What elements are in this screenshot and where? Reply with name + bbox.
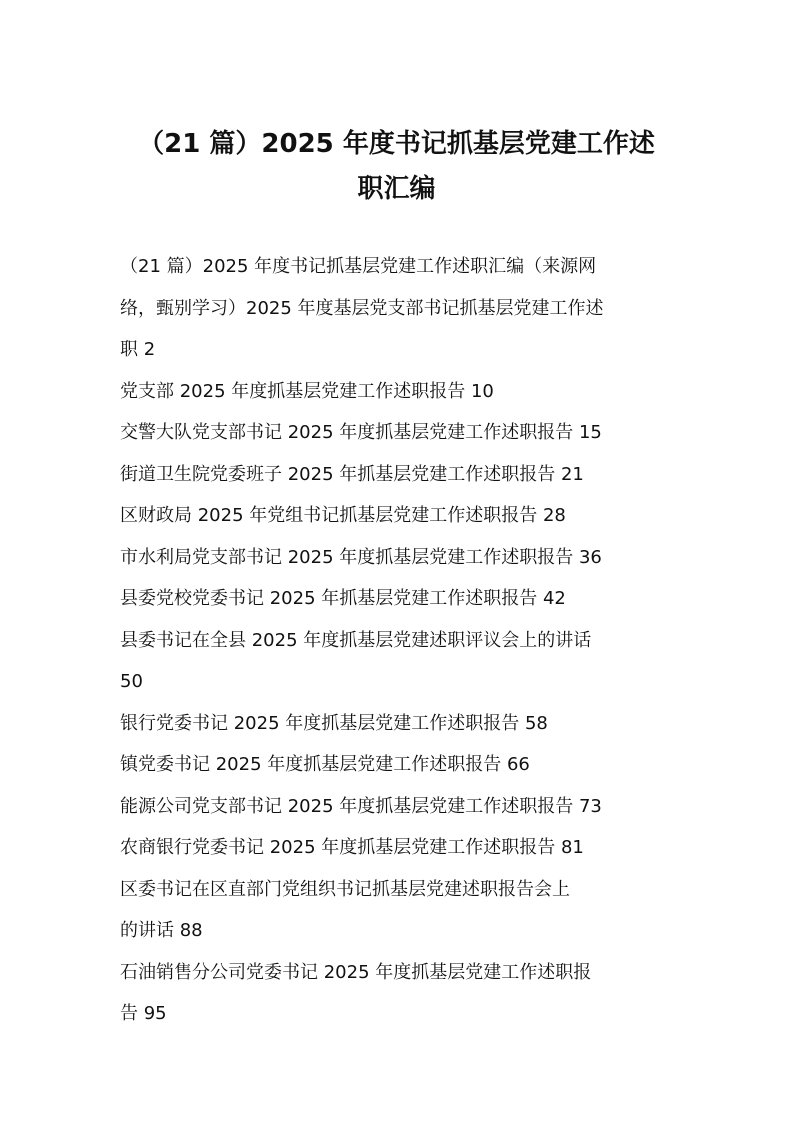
toc-entry[interactable] bbox=[120, 454, 676, 496]
toc-entry[interactable] bbox=[120, 495, 676, 537]
toc-entry-line: 银行党委书记 2025 年度抓基层党建工作述职报告 58 bbox=[120, 712, 548, 734]
document-title bbox=[100, 122, 693, 212]
toc-entry[interactable] bbox=[120, 412, 676, 454]
toc-entry-line: （21 篇）2025 年度书记抓基层党建工作述职汇编（来源网 bbox=[120, 256, 597, 277]
toc-entry[interactable] bbox=[120, 827, 676, 869]
toc-entry-line: 交警大队党支部书记 2025 年度抓基层党建工作述职报告 15 bbox=[120, 422, 602, 443]
toc-entry-line: 县委书记在全县 2025 年度抓基层党建述职评议会上的讲话 bbox=[120, 629, 592, 651]
toc-entry-line: 县委党校党委书记 2025 年抓基层党建工作述职报告 42 bbox=[120, 588, 566, 609]
toc-entry[interactable] bbox=[120, 703, 676, 745]
toc-entry-line: 农商银行党委书记 2025 年度抓基层党建工作述职报告 81 bbox=[120, 837, 584, 858]
toc-entry[interactable] bbox=[120, 620, 676, 703]
toc-entry[interactable] bbox=[120, 371, 676, 413]
toc-entry-line: 50 bbox=[120, 671, 143, 692]
toc-entry-line: 职 2 bbox=[120, 339, 156, 360]
table-of-contents bbox=[120, 246, 676, 1035]
toc-entry-line: 街道卫生院党委班子 2025 年抓基层党建工作述职报告 21 bbox=[120, 463, 584, 485]
toc-entry[interactable] bbox=[120, 578, 676, 620]
toc-entry-line: 区委书记在区直部门党组织书记抓基层党建述职报告会上 bbox=[120, 878, 570, 900]
toc-entry-line: 的讲话 88 bbox=[120, 920, 203, 941]
toc-entry-line: 市水利局党支部书记 2025 年度抓基层党建工作述职报告 36 bbox=[120, 546, 602, 568]
toc-entry[interactable] bbox=[120, 537, 676, 579]
toc-entry-line: 党支部 2025 年度抓基层党建工作述职报告 10 bbox=[120, 380, 494, 402]
toc-entry-line: 镇党委书记 2025 年度抓基层党建工作述职报告 66 bbox=[120, 754, 530, 775]
toc-entry-line: 石油销售分公司党委书记 2025 年度抓基层党建工作述职报 bbox=[120, 961, 592, 983]
toc-entry-line: 区财政局 2025 年党组书记抓基层党建工作述职报告 28 bbox=[120, 505, 566, 526]
toc-entry[interactable] bbox=[120, 786, 676, 828]
title-line: （21 篇）2025 年度书记抓基层党建工作述 bbox=[138, 129, 655, 159]
title-line: 职汇编 bbox=[357, 174, 436, 204]
toc-entry[interactable] bbox=[120, 744, 676, 786]
toc-entry-line: 能源公司党支部书记 2025 年度抓基层党建工作述职报告 73 bbox=[120, 795, 602, 817]
toc-entry-line: 告 95 bbox=[120, 1003, 167, 1024]
toc-entry[interactable] bbox=[120, 869, 676, 952]
toc-entry[interactable] bbox=[120, 246, 676, 371]
toc-entry[interactable] bbox=[120, 952, 676, 1035]
toc-entry-line: 络，甄别学习）2025 年度基层党支部书记抓基层党建工作述 bbox=[120, 297, 604, 319]
